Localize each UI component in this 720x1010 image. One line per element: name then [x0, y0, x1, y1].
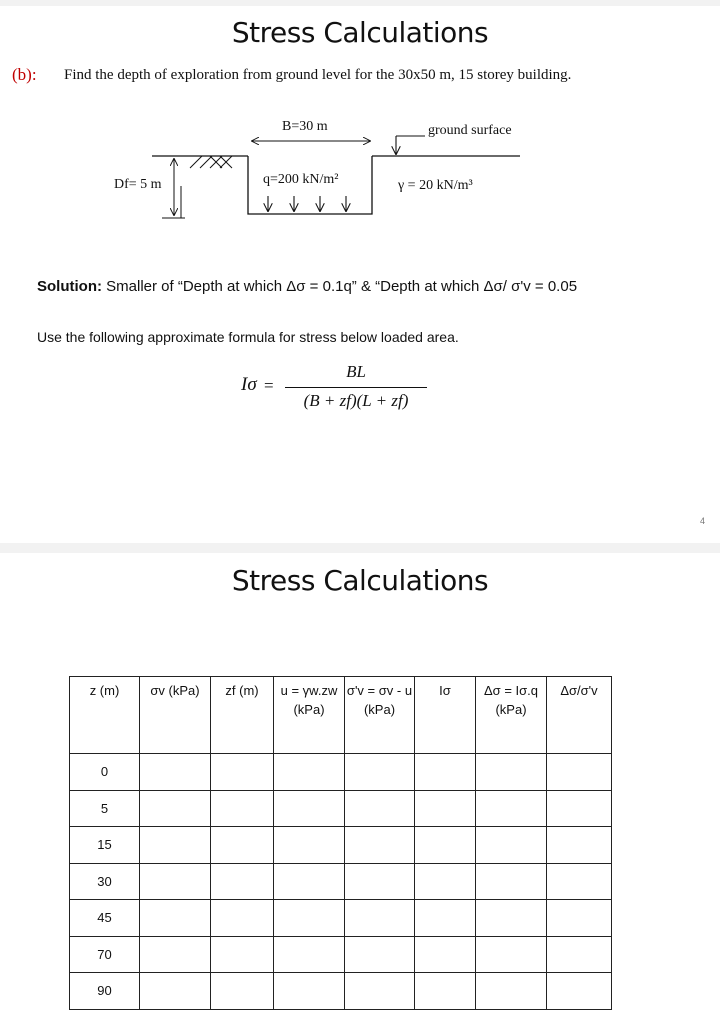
table-cell [345, 973, 415, 1010]
formula-denominator: (B + zf)(L + zf) [303, 391, 409, 410]
header-pore-pressure: u = γw.zw (kPa) [274, 677, 345, 754]
table-cell [140, 827, 211, 864]
solution-text: Smaller of “Depth at which Δσ = 0.1q” & “Depth at which Δσ/ σ'v = 0.05 [101, 278, 578, 295]
table-cell [476, 790, 547, 827]
table-cell [140, 863, 211, 900]
header-sigma-v: σv (kPa) [140, 677, 211, 754]
slide-title-2: Stress Calculations [231, 564, 489, 597]
table-cell [415, 900, 476, 937]
footing-diagram [0, 6, 720, 266]
table-cell [345, 790, 415, 827]
table-cell [547, 900, 612, 937]
table-cell [274, 754, 345, 791]
table-cell [415, 754, 476, 791]
table-cell [274, 790, 345, 827]
table-cell [345, 900, 415, 937]
table-cell [476, 936, 547, 973]
table-row [70, 754, 612, 791]
table-cell [345, 936, 415, 973]
solution-label: Solution: [37, 278, 102, 295]
cell-z-value: 45 [70, 900, 140, 937]
header-zf: zf (m) [211, 677, 274, 754]
table-row [70, 900, 612, 937]
table-cell [140, 754, 211, 791]
table-cell [547, 936, 612, 973]
table-row [70, 863, 612, 900]
stress-table [69, 676, 612, 1010]
table-cell [415, 863, 476, 900]
table-cell [140, 936, 211, 973]
table-body [70, 754, 612, 1010]
table-cell [476, 754, 547, 791]
table-cell [274, 827, 345, 864]
table-row [70, 936, 612, 973]
table-cell [345, 754, 415, 791]
table-cell [274, 900, 345, 937]
table-cell [140, 790, 211, 827]
depth-label: Df= 5 m [114, 177, 162, 192]
header-z: z (m) [70, 677, 140, 754]
header-influence-factor: Iσ [415, 677, 476, 754]
cell-z-value: 90 [70, 973, 140, 1010]
formula-equals: = [264, 376, 274, 395]
table-cell [415, 790, 476, 827]
instruction-text: Use the following approximate formula for stress below loaded area. [37, 329, 459, 345]
header-stress-increase: Δσ = Iσ.q (kPa) [476, 677, 547, 754]
cell-z-value: 0 [70, 754, 140, 791]
load-arrows [268, 196, 346, 211]
table-cell [211, 973, 274, 1010]
formula-numerator: BL [346, 362, 366, 381]
table-cell [476, 863, 547, 900]
table-cell [547, 973, 612, 1010]
table-cell [547, 790, 612, 827]
table-header-row [70, 677, 612, 754]
header-stress-ratio: Δσ/σ'v [547, 677, 612, 754]
slide-2 [0, 553, 720, 1010]
part-label: (b): [12, 65, 37, 84]
table-cell [476, 973, 547, 1010]
table-row [70, 790, 612, 827]
table-cell [274, 973, 345, 1010]
problem-statement: Find the depth of exploration from ground level for the 30x50 m, 15 storey building. [64, 67, 572, 83]
table-row [70, 973, 612, 1010]
unit-weight-label: γ = 20 kN/m³ [398, 178, 473, 193]
table-cell [547, 827, 612, 864]
table-cell [211, 936, 274, 973]
cell-z-value: 5 [70, 790, 140, 827]
table-cell [345, 827, 415, 864]
fraction-bar [285, 387, 427, 388]
table-cell [415, 936, 476, 973]
ground-hatch [190, 156, 232, 168]
table-cell [547, 863, 612, 900]
table-cell [547, 754, 612, 791]
ground-surface-label: ground surface [428, 123, 512, 138]
table-cell [476, 900, 547, 937]
slide-title: Stress Calculations [231, 16, 489, 49]
table-cell [345, 863, 415, 900]
table-cell [211, 754, 274, 791]
table-cell [415, 973, 476, 1010]
cell-z-value: 15 [70, 827, 140, 864]
load-label: q=200 kN/m² [263, 172, 339, 187]
page-number: 4 [700, 516, 706, 526]
table-cell [274, 936, 345, 973]
table-cell [140, 973, 211, 1010]
header-effective-stress: σ'v = σv - u (kPa) [345, 677, 415, 754]
table-cell [415, 827, 476, 864]
cell-z-value: 70 [70, 936, 140, 973]
table-cell [211, 827, 274, 864]
table-cell [211, 900, 274, 937]
width-label: B=30 m [282, 119, 328, 134]
table-cell [140, 900, 211, 937]
cell-z-value: 30 [70, 863, 140, 900]
slide-1 [0, 6, 720, 543]
table-cell [274, 863, 345, 900]
table-cell [211, 790, 274, 827]
table-row [70, 827, 612, 864]
formula-lhs: Iσ [241, 374, 257, 395]
table-cell [211, 863, 274, 900]
table-cell [476, 827, 547, 864]
solution-line [37, 278, 577, 295]
